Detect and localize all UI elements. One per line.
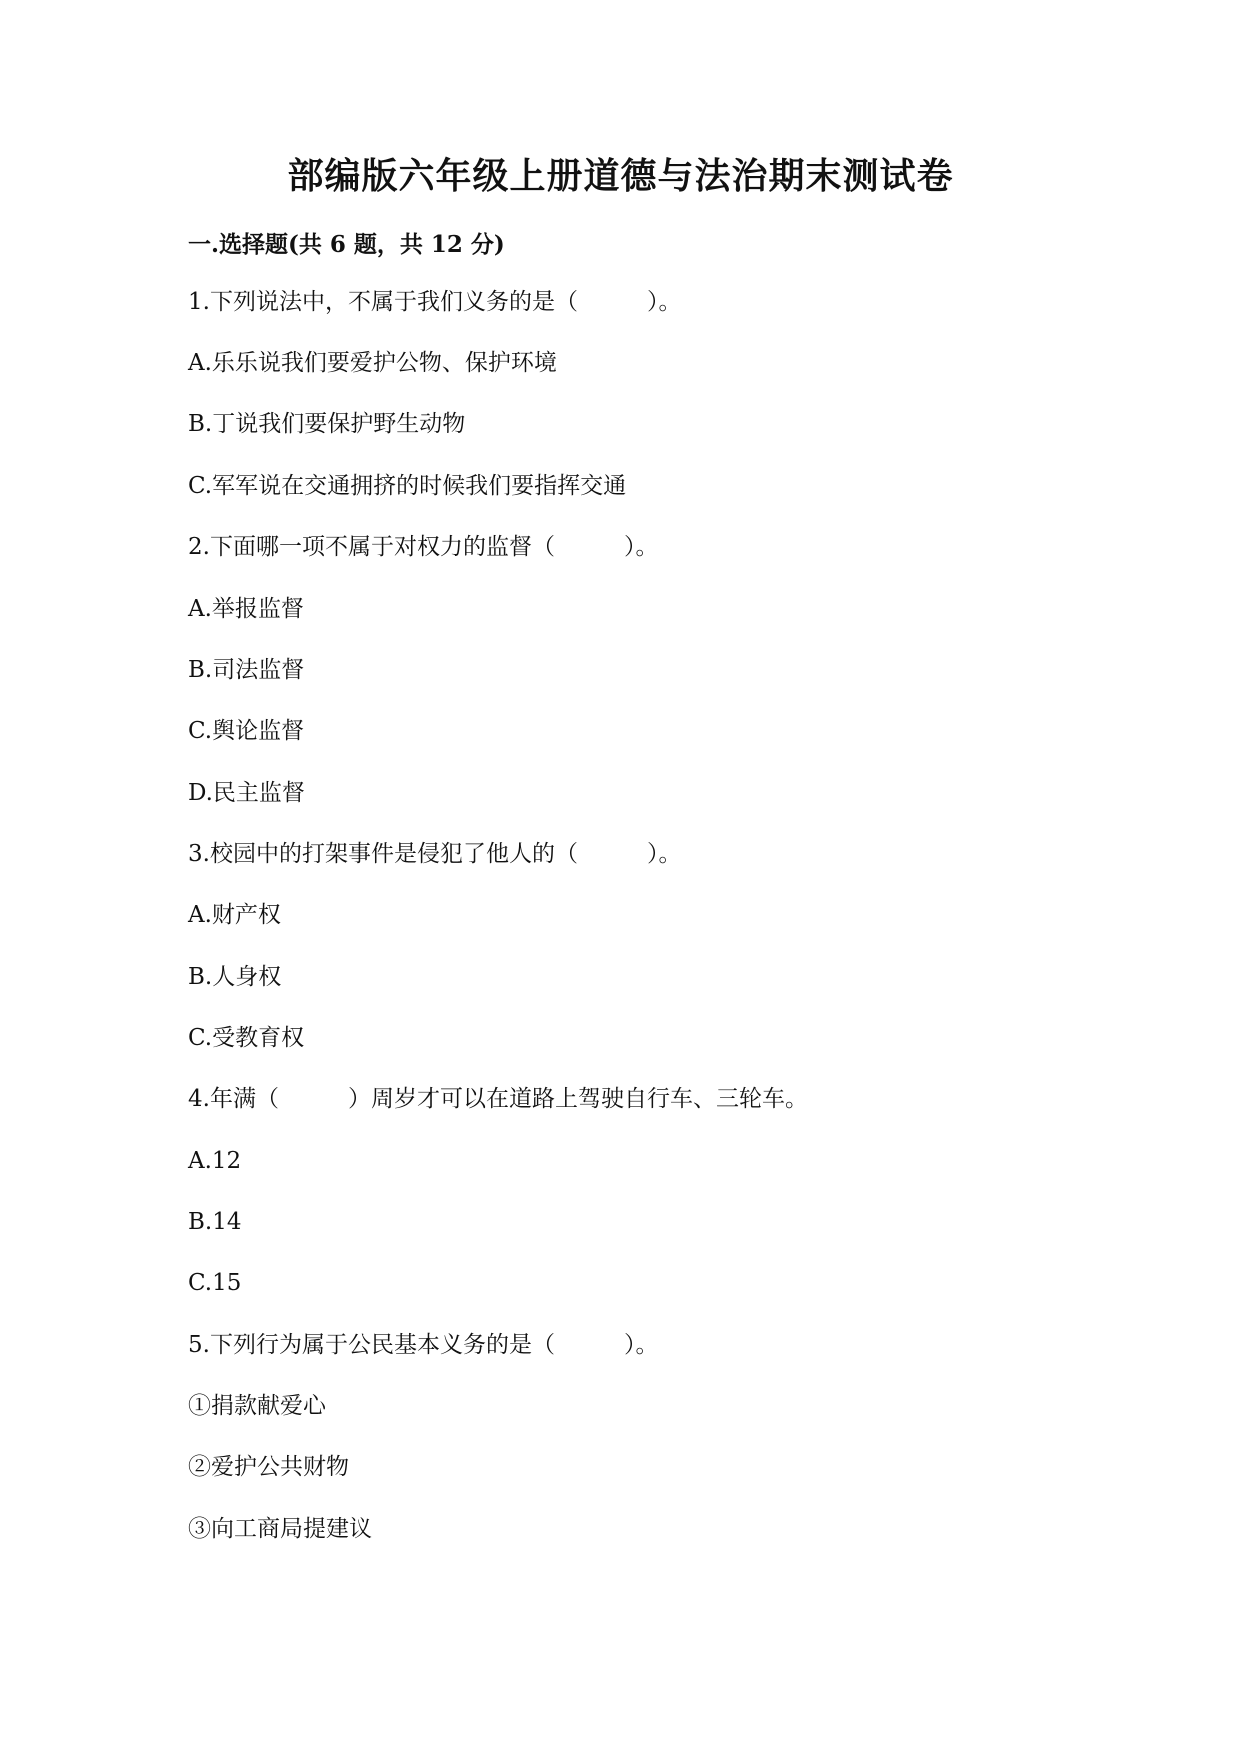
question-5: 5.下列行为属于公民基本义务的是（ ）。	[188, 1332, 659, 1358]
question-5-item-3: ③向工商局提建议	[188, 1516, 372, 1542]
question-1: 1.下列说法中，不属于我们义务的是（ ）。	[188, 289, 682, 315]
question-4-option-b: B.14	[188, 1209, 242, 1235]
question-3-option-b: B.人身权	[188, 964, 282, 990]
question-1-option-a: A.乐乐说我们要爱护公物、保护环境	[188, 350, 557, 376]
question-4-option-a: A.12	[188, 1148, 242, 1174]
question-1-option-b: B.丁说我们要保护野生动物	[188, 411, 466, 437]
question-3: 3.校园中的打架事件是侵犯了他人的（ ）。	[188, 841, 682, 867]
question-5-item-2: ②爱护公共财物	[188, 1454, 349, 1480]
question-1-option-c: C.军军说在交通拥挤的时候我们要指挥交通	[188, 473, 627, 499]
question-2-option-a: A.举报监督	[188, 596, 304, 622]
section-heading: 一.选择题(共 6 题，共 12 分)	[188, 231, 505, 258]
question-5-item-1: ①捐款献爱心	[188, 1393, 326, 1419]
question-2-option-d: D.民主监督	[188, 780, 305, 806]
question-2-option-b: B.司法监督	[188, 657, 305, 683]
question-2-option-c: C.舆论监督	[188, 718, 305, 744]
document-title: 部编版六年级上册道德与法治期末测试卷	[287, 155, 954, 197]
question-3-option-a: A.财产权	[188, 902, 281, 928]
question-4-option-c: C.15	[188, 1270, 242, 1296]
question-3-option-c: C.受教育权	[188, 1025, 305, 1051]
question-2: 2.下面哪一项不属于对权力的监督（ ）。	[188, 534, 659, 560]
question-4: 4.年满（ ）周岁才可以在道路上驾驶自行车、三轮车。	[188, 1086, 808, 1112]
